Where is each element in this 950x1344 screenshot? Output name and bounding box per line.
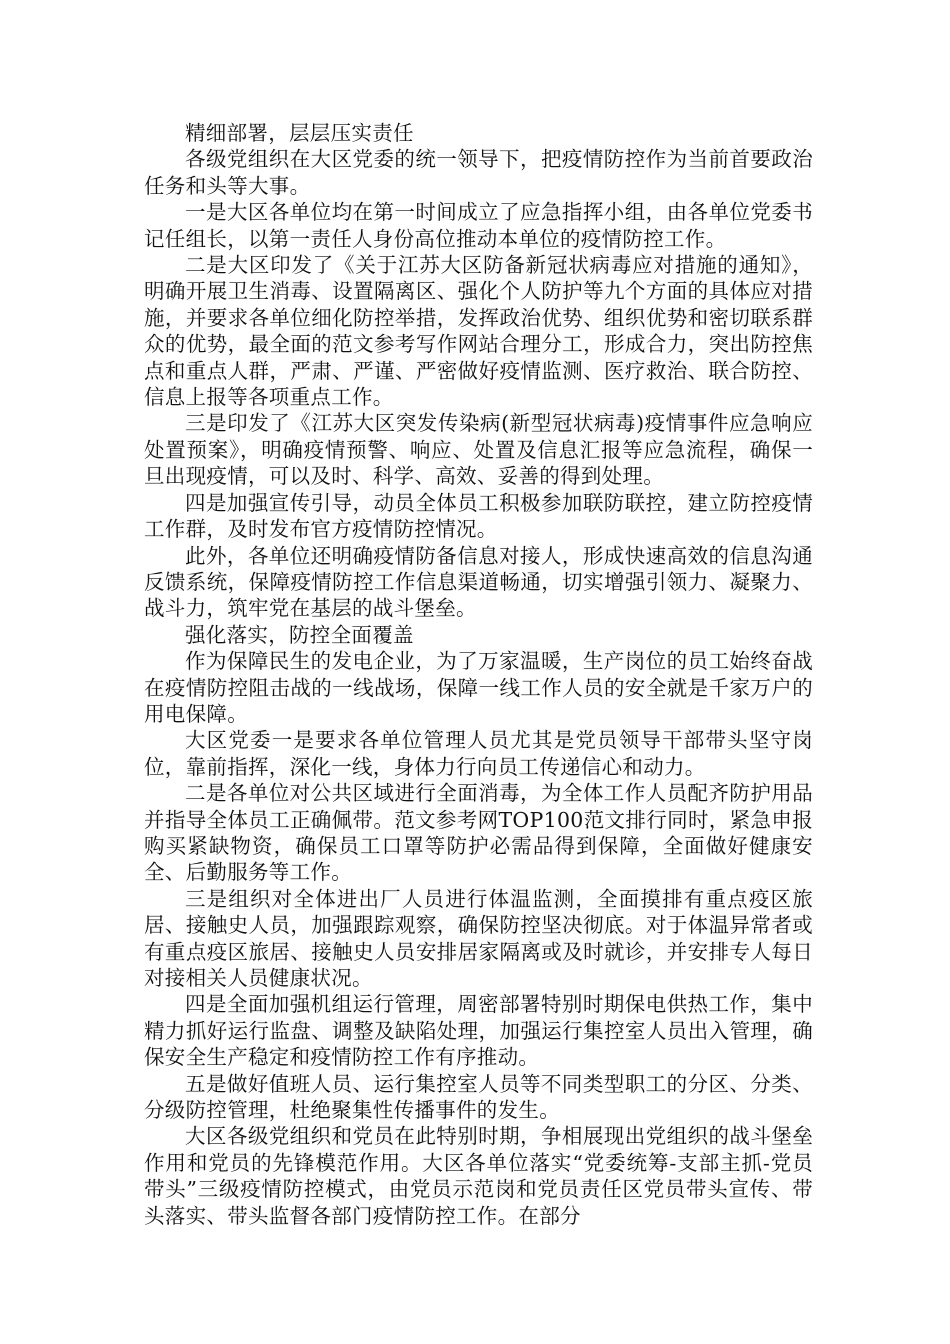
paragraph: 各级党组织在大区党委的统一领导下，把疫情防控作为当前首要政治任务和头等大事。 (144, 147, 813, 198)
paragraph: 大区各级党组织和党员在此特别时期，争相展现出党组织的战斗堡垒作用和党员的先锋模范作用。大区各单位落实“党委统筹-支部主抓-党员带头”三级疫情防控模式，由党员示范岗和党员责任区党员带头宣传、带头落实、带头监督各部门疫情防控工作。在部分 (144, 1124, 813, 1228)
paragraph: 二是大区印发了《关于江苏大区防备新冠状病毒应对措施的通知》，明确开展卫生消毒、设置隔离区、强化个人防护等九个方面的具体应对措施，并要求各单位细化防控举措，发挥政治优势、组织优势和密切联系群众的优势，最全面的范文参考写作网站合理分工，形成合力，突出防控焦点和重点人群，严肃、严谨、严密做好疫情监测、医疗救治、联合防控、信息上报等各项重点工作。 (144, 253, 813, 410)
paragraph: 五是做好值班人员、运行集控室人员等不同类型职工的分区、分类、分级防控管理，杜绝聚集性传播事件的发生。 (144, 1071, 813, 1123)
section-heading-deployment: 精细部署，层层压实责任 (185, 121, 414, 145)
paragraph: 三是组织对全体进出厂人员进行体温监测，全面摸排有重点疫区旅居、接触史人员，加强跟踪观察，确保防控坚决彻底。对于体温异常者或有重点疫区旅居、接触史人员安排居家隔离或及时就诊，并安排专人每日对接相关人员健康状况。 (144, 886, 813, 990)
paragraph: 三是印发了《江苏大区突发传染病(新型冠状病毒)疫情事件应急响应处置预案》，明确疫情预警、响应、处置及信息汇报等应急流程，确保一旦出现疫情，可以及时、科学、高效、妥善的得到处理。 (144, 411, 813, 489)
paragraph: 一是大区各单位均在第一时间成立了应急指挥小组，由各单位党委书记任组长，以第一责任人身份高位推动本单位的疫情防控工作。 (144, 200, 813, 251)
section-heading-implementation: 强化落实，防控全面覆盖 (185, 622, 414, 647)
paragraph: 四是加强宣传引导，动员全体员工积极参加联防联控，建立防控疫情工作群，及时发布官方疫情防控情况。 (144, 490, 813, 542)
paragraph: 此外，各单位还明确疫情防备信息对接人，形成快速高效的信息沟通反馈系统，保障疫情防控工作信息渠道畅通，切实增强引领力、凝聚力、战斗力，筑牢党在基层的战斗堡垒。 (144, 543, 813, 621)
paragraph: 作为保障民生的发电企业，为了万家温暖，生产岗位的员工始终奋战在疫情防控阻击战的一线战场，保障一线工作人员的安全就是千家万户的用电保障。 (144, 649, 813, 726)
paragraph: 二是各单位对公共区域进行全面消毒，为全体工作人员配齐防护用品并指导全体员工正确佩带。范文参考网TOP100范文排行同时，紧急申报购买紧缺物资，确保员工口罩等防护必需品得到保障，全面做好健康安全、后勤服务等工作。 (144, 781, 813, 885)
document-page (144, 120, 813, 1229)
paragraph: 四是全面加强机组运行管理，周密部署特别时期保电供热工作，集中精力抓好运行监盘、调整及缺陷处理，加强运行集控室人员出入管理，确保安全生产稳定和疫情防控工作有序推动。 (144, 992, 813, 1070)
paragraph: 大区党委一是要求各单位管理人员尤其是党员领导干部带头坚守岗位，靠前指挥，深化一线，身体力行向员工传递信心和动力。 (144, 728, 813, 779)
